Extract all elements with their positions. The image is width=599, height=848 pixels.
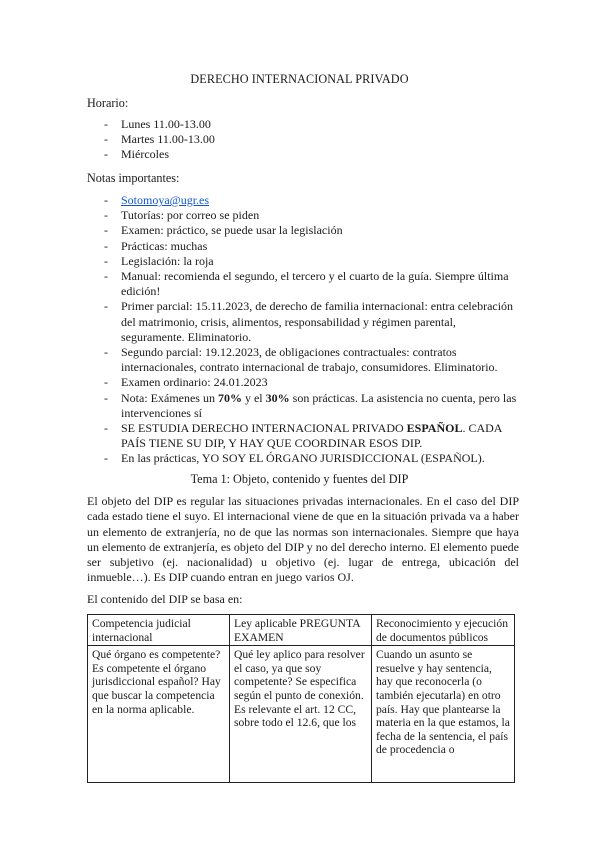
list-item: - Lunes 11.00-13.00 — [104, 117, 211, 131]
objeto-paragraph: El objeto del DIP es regular las situaciones privadas internacionales. En el caso del DIP cada estado tiene el suyo. El internacional viene de que en la situación privada va a haber un elemento de extranjería, no de que las normas son internacionales. Siempre que haya un elemento de extranjería, es objeto del DIP y no del derecho interno. El elemento puede ser subjetivo (ej. nacionalidad) u objetivo (ej. lugar de entrega, ubicación del inmueble…). Es DIP cuando entran en juego varios OJ. — [87, 494, 519, 585]
list-item: - Examen ordinario: 24.01.2023 — [104, 375, 268, 390]
list-item: - Tutorías: por correo se piden — [104, 208, 260, 223]
list-item: - Miércoles — [104, 147, 169, 162]
table-header-cell: Reconocimiento y ejecución de documentos públicos — [372, 615, 515, 646]
notas-label: Notas importantes: — [87, 171, 180, 185]
list-item: - Nota: Exámenes un 70% y el 30% son prácticas. La asistencia no cuenta, pero las intervenciones sí — [104, 390, 517, 420]
list-item: - Examen: práctico, se puede usar la legislación — [104, 223, 343, 238]
list-item: - Prácticas: muchas — [104, 238, 208, 253]
list-item: - Segundo parcial: 19.12.2023, de obligaciones contractuales: contratos internacionales, contrato internacional de trabajo, consumidores. Eliminatorio. — [104, 345, 498, 375]
email-link[interactable]: Sotomoya@ugr.es — [121, 193, 210, 207]
section-title: Tema 1: Objeto, contenido y fuentes del DIP — [190, 472, 409, 486]
table-header-row — [88, 615, 515, 646]
contenido-label: El contenido del DIP se basa en: — [87, 592, 243, 606]
document-title: DERECHO INTERNACIONAL PRIVADO — [190, 72, 409, 86]
list-item: - Manual: recomienda el segundo, el tercero y el cuarto de la guía. Siempre última edición! — [104, 269, 509, 299]
table-cell: Cuando un asunto se resuelve y hay sentencia, hay que reconocerla (o también ejecutarla) en otro país. Hay que plantearse la materia en la que estamos, la fecha de la sentencia, el país de procedencia o — [372, 646, 515, 783]
horario-list — [87, 117, 517, 163]
horario-label: Horario: — [87, 96, 129, 110]
table-row — [88, 646, 515, 783]
table-header-cell: Competencia judicial internacional — [88, 615, 230, 646]
table-cell: Qué ley aplico para resolver el caso, ya que soy competente? Se especifica según el punto de conexión. Es relevante el art. 12 CC, sobre todo el 12.6, que los — [230, 646, 372, 783]
content-table — [87, 614, 515, 783]
list-item: - Sotomoya@ugr.es — [104, 193, 210, 207]
list-item: - En las prácticas, YO SOY EL ÓRGANO JURISDICCIONAL (ESPAÑOL). — [104, 451, 485, 466]
table-cell: Qué órgano es competente? Es competente el órgano jurisdiccional español? Hay que buscar la competencia en la norma aplicable. — [88, 646, 230, 783]
list-item: - SE ESTUDIA DERECHO INTERNACIONAL PRIVADO ESPAÑOL. CADA PAÍS TIENE SU DIP, Y HAY QUE COORDINAR ESOS DIP. — [104, 421, 502, 451]
list-item: - Martes 11.00-13.00 — [104, 132, 215, 147]
list-item: - Primer parcial: 15.11.2023, de derecho de familia internacional: entra celebración del matrimonio, crisis, alimentos, responsabilidad y régimen parental, seguramente. Eliminatorio. — [104, 299, 514, 344]
table-header-cell: Ley aplicable PREGUNTA EXAMEN — [230, 615, 372, 646]
list-item: - Legislación: la roja — [104, 253, 214, 268]
notas-list — [87, 193, 517, 467]
